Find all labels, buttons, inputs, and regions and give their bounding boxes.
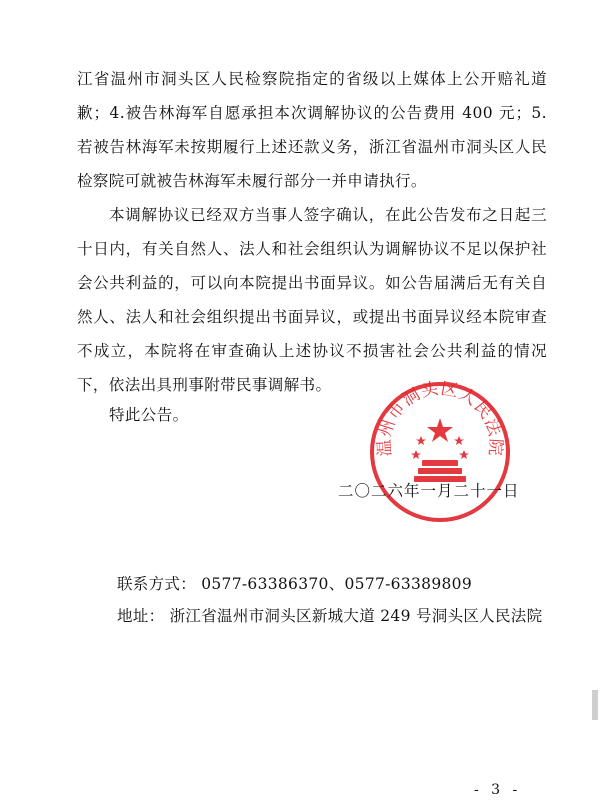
court-seal: [366, 378, 514, 526]
paragraph-continuation: [77, 62, 547, 198]
contact-address: 地址： 浙江省温州市洞头区新城大道 249 号洞头区人民法院: [117, 607, 543, 625]
paragraph-text: 特此公告。: [109, 406, 189, 424]
page-number: - 3 -: [474, 782, 522, 798]
paragraph-text: 本调解协议已经双方当事人签字确认，在此公告发布之日起三十日内，有关自然人、法人和社会组织认为调解协议不足以保护社会公共利益的，可以向本院提出书面异议。如公告届满后无有关自然人、法人和社会组织提出书面异议，或提出书面异议经本院审查不成立，本院将在审查确认上述协议不损害社会公共利益的情况下，依法出具刑事附带民事调解书。: [77, 206, 547, 394]
announcement-date: 二〇二六年一月二十一日: [338, 482, 520, 500]
contact-phone: 联系方式： 0577-63386370、0577-63389809: [117, 575, 472, 593]
paragraph-text: 江省温州市洞头区人民检察院指定的省级以上媒体上公开赔礼道歉；4.被告林海军自愿承担本次调解协议的公告费用 400 元；5.若被告林海军未按期履行上述还款义务，浙江省温州市洞头区人民检察院可就被告林海军未履行部分一并申请执行。: [77, 70, 547, 190]
seal-text: 温州市洞头区人民法院: [374, 378, 506, 458]
svg-text:温州市洞头区人民法院: [375, 379, 506, 457]
page-edge-mark: [592, 690, 598, 720]
paragraph-mediation-agreement: [77, 198, 547, 402]
